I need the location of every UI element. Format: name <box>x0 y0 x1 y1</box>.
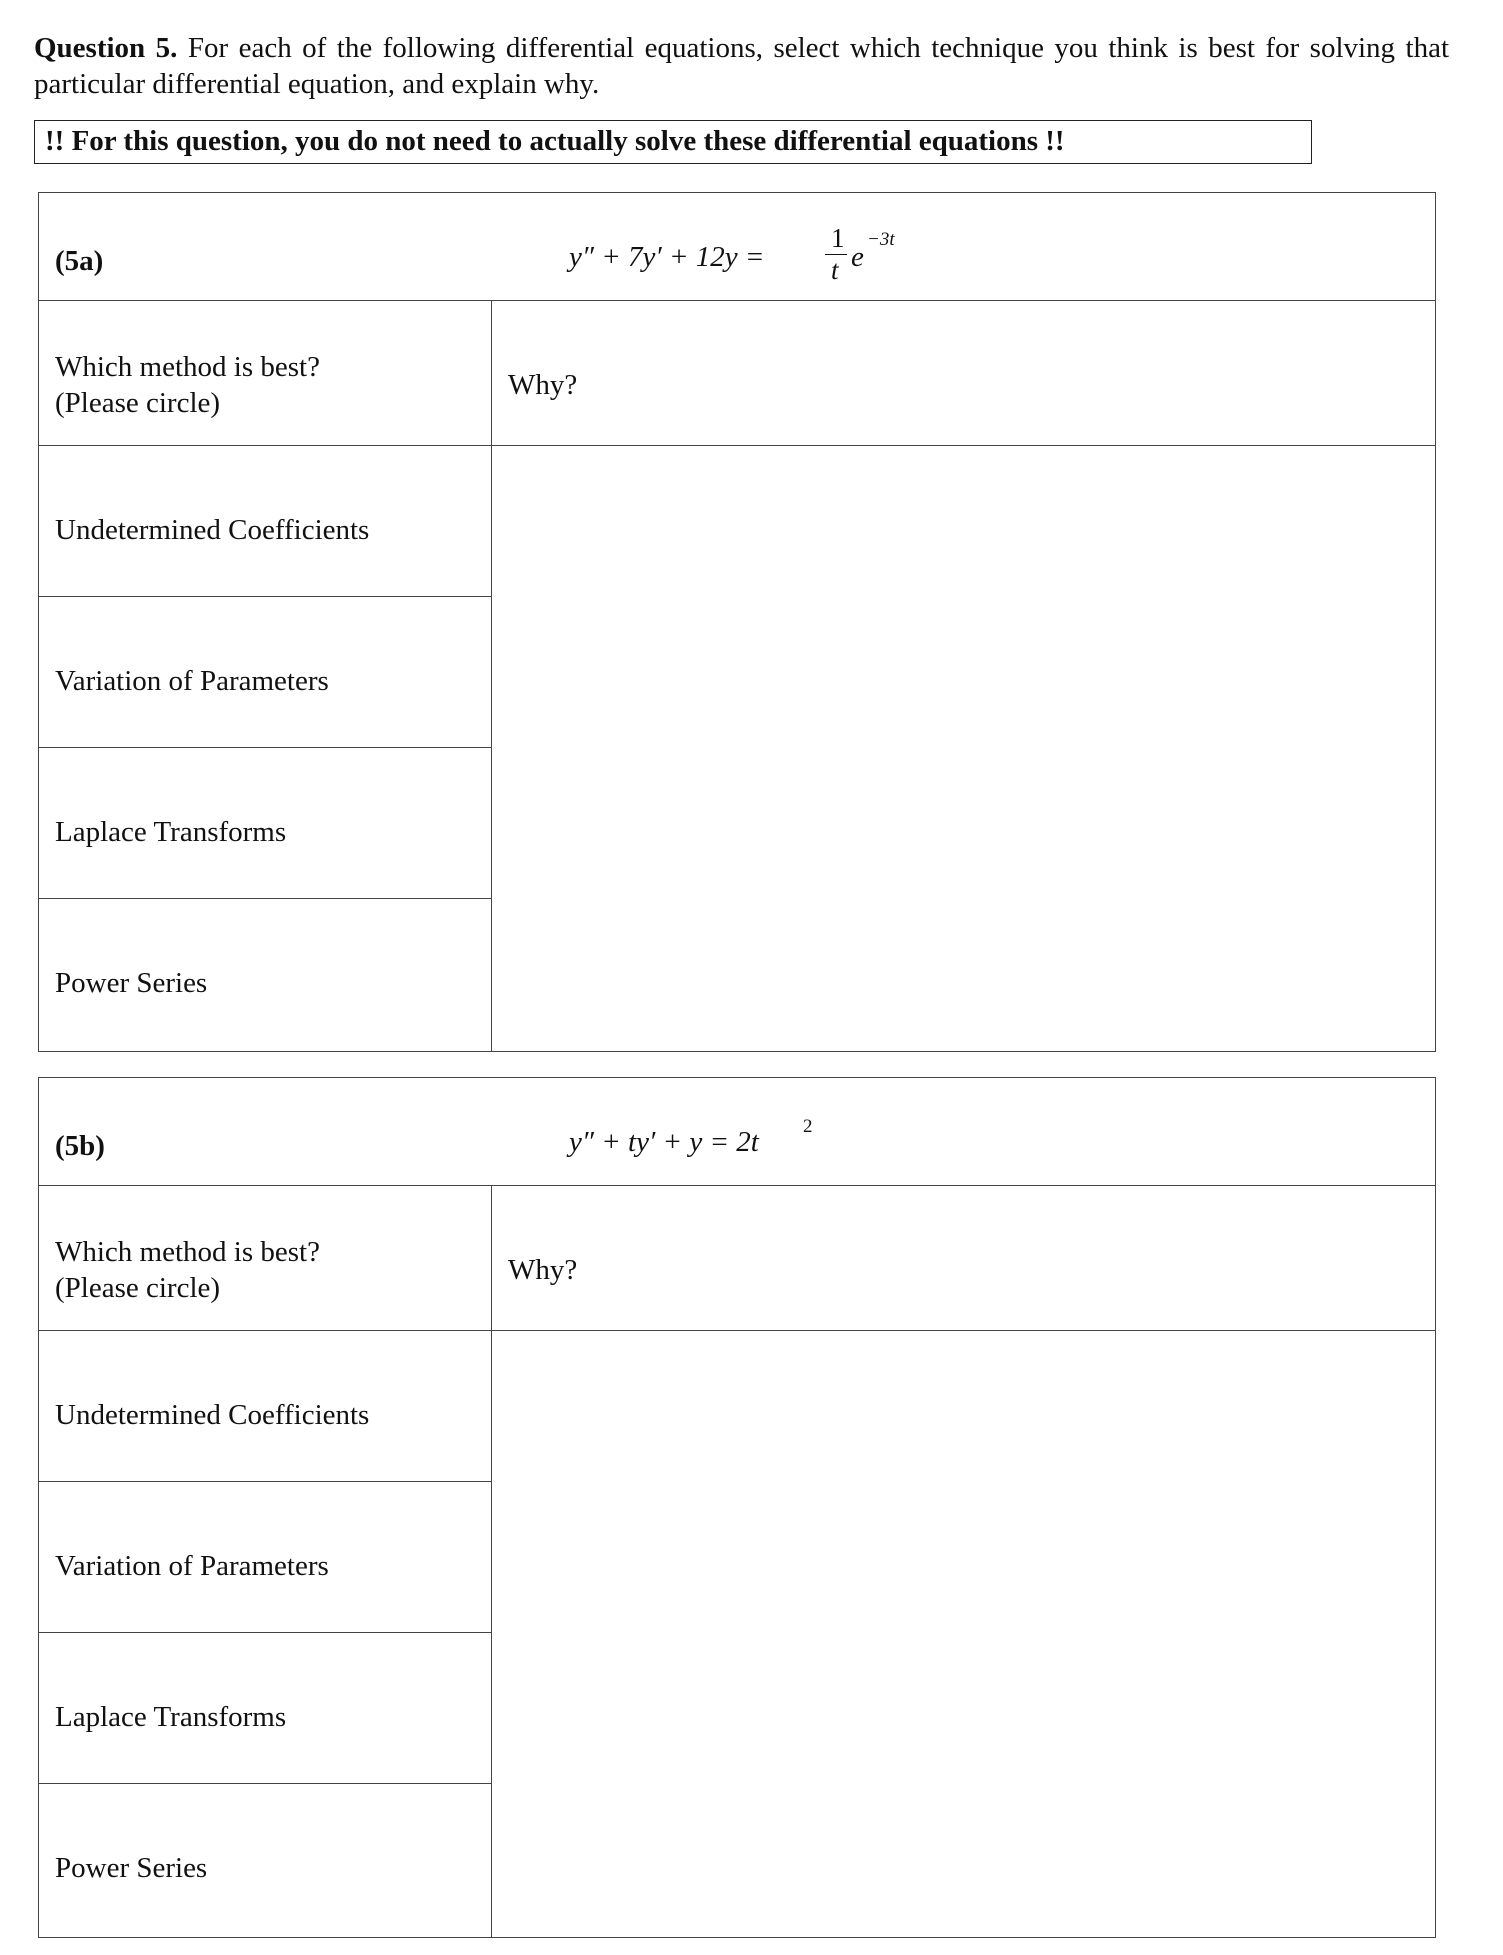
part-5b-option-undetermined-coefficients[interactable] <box>39 1331 492 1482</box>
part-5a-equation-exponent: −3t <box>867 229 895 250</box>
part-5b-answer-area[interactable] <box>492 1331 1435 1937</box>
part-5b-option-variation-of-parameters[interactable] <box>39 1482 492 1633</box>
part-5a-answer-area[interactable] <box>492 446 1435 1051</box>
question-number: Question 5. <box>34 32 178 64</box>
part-5a-option-label: Power Series <box>55 967 208 999</box>
part-5b-label: (5b) <box>55 1130 105 1162</box>
part-5a-which-line2: (Please circle) <box>55 387 221 419</box>
part-5b-option-power-series[interactable] <box>39 1784 492 1937</box>
part-5b-which-line2: (Please circle) <box>55 1272 221 1304</box>
part-5b-equation-exponent: 2 <box>803 1116 813 1137</box>
part-5a-option-laplace-transforms[interactable] <box>39 748 492 899</box>
part-5b-option-label: Variation of Parameters <box>55 1550 329 1582</box>
part-5a-equation-lhs: y″ + 7y′ + 12y = <box>569 241 765 273</box>
part-5a-option-undetermined-coefficients[interactable] <box>39 446 492 597</box>
part-5b-option-label: Laplace Transforms <box>55 1701 287 1733</box>
part-5a-which-cell <box>39 301 492 446</box>
part-5a-box <box>38 192 1436 1052</box>
part-5a-left-column <box>39 301 492 1051</box>
part-5b-why-row <box>492 1186 1435 1331</box>
part-5a-option-label: Variation of Parameters <box>55 665 329 697</box>
part-5a-why-label: Why? <box>508 369 578 401</box>
part-5b-header <box>39 1078 1435 1186</box>
part-5a-label: (5a) <box>55 245 104 277</box>
part-5a-option-variation-of-parameters[interactable] <box>39 597 492 748</box>
part-5a-option-label: Undetermined Coefficients <box>55 514 370 546</box>
part-5b-box <box>38 1077 1436 1938</box>
part-5a-option-power-series[interactable] <box>39 899 492 1051</box>
question-prompt: For each of the following differential equations, select which technique you think is best for solving that particular differential equation, and explain why. <box>34 32 1449 100</box>
part-5b-equation-lhs: y″ + ty′ + y = 2t <box>569 1126 759 1158</box>
notice-box: !! For this question, you do not need to actually solve these differential equations !! <box>34 120 1312 164</box>
part-5a-header <box>39 193 1435 301</box>
part-5a-option-label: Laplace Transforms <box>55 816 287 848</box>
part-5a-equation-numerator: 1 <box>831 223 845 253</box>
part-5b-option-label: Undetermined Coefficients <box>55 1399 370 1431</box>
part-5b-option-label: Power Series <box>55 1852 208 1884</box>
part-5b-which-cell <box>39 1186 492 1331</box>
part-5a-why-row <box>492 301 1435 446</box>
part-5b-why-label: Why? <box>508 1254 578 1286</box>
part-5b-left-column <box>39 1186 492 1937</box>
part-5a-equation-base: e <box>851 241 864 273</box>
question-intro <box>34 30 1449 102</box>
part-5a-equation-denominator: t <box>831 255 839 285</box>
part-5a-which-line1: Which method is best? <box>55 351 320 383</box>
part-5b-option-laplace-transforms[interactable] <box>39 1633 492 1784</box>
part-5b-which-line1: Which method is best? <box>55 1236 320 1268</box>
